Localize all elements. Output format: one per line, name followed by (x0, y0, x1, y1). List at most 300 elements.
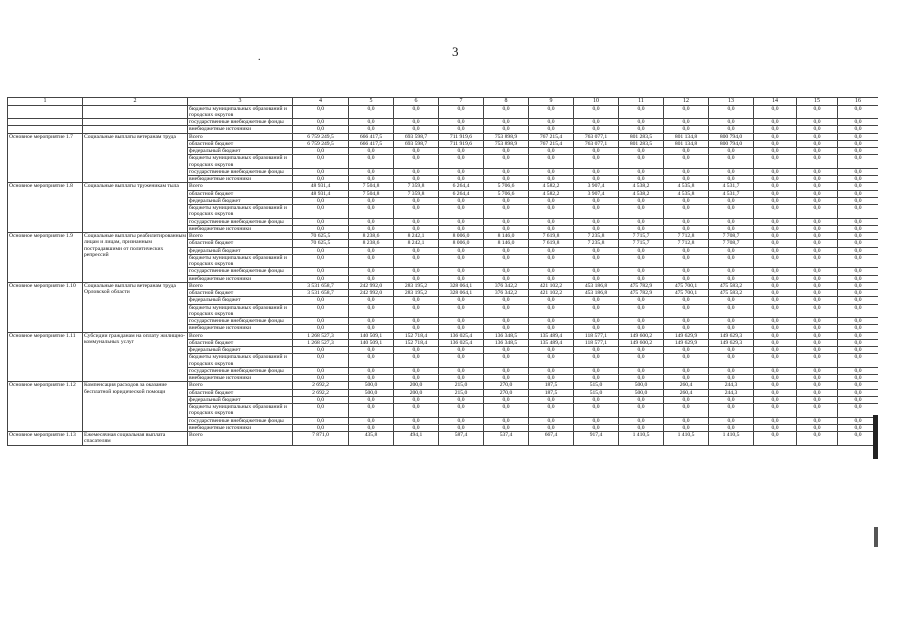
funding-source-cell: федеральный бюджет (188, 396, 293, 403)
value-cell: 3 907,4 (574, 183, 619, 190)
description-cell (83, 119, 188, 126)
event-cell (8, 105, 83, 119)
value-cell: 200,0 (394, 389, 439, 396)
value-cell: 0,0 (439, 396, 484, 403)
value-cell: 0,0 (439, 404, 484, 418)
column-number: 14 (754, 98, 797, 106)
funding-source-cell: бюджеты муниципальных образований и городских округов (188, 254, 293, 268)
value-cell: 0,0 (394, 247, 439, 254)
value-cell: 0,0 (574, 148, 619, 155)
event-name-cell: Основное мероприятие 1.9 (8, 233, 83, 283)
value-cell: 215,0 (439, 389, 484, 396)
value-cell: 421 102,2 (529, 282, 574, 289)
value-cell: 0,0 (754, 275, 797, 282)
value-cell: 0,0 (529, 218, 574, 225)
value-cell: 0,0 (797, 205, 838, 219)
value-cell: 0,0 (293, 105, 349, 119)
value-cell: 0,0 (754, 318, 797, 325)
value-cell: 0,0 (484, 168, 529, 175)
value-cell: 0,0 (838, 126, 879, 133)
value-cell: 0,0 (349, 417, 394, 424)
value-cell: 0,0 (619, 119, 664, 126)
value-cell: 8 006,0 (439, 240, 484, 247)
value-cell: 0,0 (664, 318, 709, 325)
value-cell: 0,0 (349, 404, 394, 418)
value-cell: 0,0 (664, 347, 709, 354)
value-cell: 0,0 (439, 354, 484, 368)
value-cell: 0,0 (838, 396, 879, 403)
value-cell: 0,0 (838, 290, 879, 297)
funding-source-cell: федеральный бюджет (188, 247, 293, 254)
value-cell: 475 782,9 (619, 282, 664, 289)
value-cell: 0,0 (394, 424, 439, 431)
value-cell: 283 195,2 (394, 282, 439, 289)
value-cell: 0,0 (484, 126, 529, 133)
value-cell: 0,0 (754, 396, 797, 403)
value-cell: 693 598,7 (394, 140, 439, 147)
value-cell: 0,0 (619, 105, 664, 119)
value-cell: 0,0 (349, 155, 394, 169)
value-cell: 0,0 (619, 318, 664, 325)
value-cell: 7 871,0 (293, 432, 349, 446)
value-cell: 0,0 (574, 254, 619, 268)
value-cell: 5 706,6 (484, 183, 529, 190)
value-cell: 421 102,2 (529, 290, 574, 297)
value-cell: 200,0 (394, 382, 439, 389)
funding-source-cell: областной бюджет (188, 190, 293, 197)
value-cell: 0,0 (529, 424, 574, 431)
value-cell: 0,0 (574, 325, 619, 332)
value-cell: 0,0 (349, 304, 394, 318)
value-cell: 666 417,5 (349, 140, 394, 147)
value-cell: 0,0 (529, 197, 574, 204)
funding-source-cell: государственные внебюджетные фонды (188, 367, 293, 374)
value-cell: 0,0 (664, 417, 709, 424)
value-cell: 0,0 (754, 282, 797, 289)
value-cell: 0,0 (838, 318, 879, 325)
value-cell: 0,0 (574, 105, 619, 119)
column-number: 5 (349, 98, 394, 106)
value-cell: 6 759 249,5 (293, 133, 349, 140)
value-cell: 7 504,8 (349, 190, 394, 197)
value-cell: 0,0 (529, 168, 574, 175)
value-cell: 0,0 (664, 268, 709, 275)
value-cell: 0,0 (709, 354, 754, 368)
value-cell: 0,0 (293, 268, 349, 275)
value-cell: 0,0 (709, 247, 754, 254)
column-number: 4 (293, 98, 349, 106)
column-number: 1 (8, 98, 83, 106)
value-cell: 0,0 (664, 297, 709, 304)
table-row (8, 382, 879, 389)
value-cell: 0,0 (619, 197, 664, 204)
value-cell: 0,0 (797, 197, 838, 204)
value-cell: 0,0 (484, 417, 529, 424)
value-cell: 0,0 (394, 275, 439, 282)
value-cell: 0,0 (664, 354, 709, 368)
event-cell (8, 126, 83, 133)
value-cell: 0,0 (754, 119, 797, 126)
value-cell: 149 629,9 (664, 332, 709, 339)
value-cell: 7 359,8 (394, 183, 439, 190)
value-cell: 0,0 (394, 205, 439, 219)
table-row (8, 432, 879, 446)
value-cell: 0,0 (349, 424, 394, 431)
value-cell: 0,0 (797, 396, 838, 403)
value-cell: 0,0 (797, 325, 838, 332)
value-cell: 0,0 (439, 105, 484, 119)
value-cell: 0,0 (529, 325, 574, 332)
funding-source-cell: внебюджетные источники (188, 424, 293, 431)
value-cell: 0,0 (293, 119, 349, 126)
value-cell: 1 268 527,3 (293, 332, 349, 339)
column-number: 16 (838, 98, 879, 106)
value-cell: 7 619,8 (529, 233, 574, 240)
value-cell: 500,0 (619, 382, 664, 389)
funding-source-cell: бюджеты муниципальных образований и городских округов (188, 404, 293, 418)
value-cell: 0,0 (838, 367, 879, 374)
value-cell: 435,8 (349, 432, 394, 446)
column-number: 3 (188, 98, 293, 106)
value-cell: 0,0 (574, 168, 619, 175)
page-number: 3 (452, 44, 459, 59)
value-cell: 0,0 (619, 297, 664, 304)
value-cell: 152 718,4 (394, 339, 439, 346)
value-cell: 0,0 (709, 297, 754, 304)
value-cell: 0,0 (394, 168, 439, 175)
value-cell: 0,0 (797, 404, 838, 418)
value-cell: 0,0 (754, 176, 797, 183)
value-cell: 136 025,4 (439, 332, 484, 339)
value-cell: 0,0 (484, 375, 529, 382)
value-cell: 0,0 (394, 148, 439, 155)
value-cell: 0,0 (619, 218, 664, 225)
header-row (8, 98, 879, 106)
value-cell: 8 238,6 (349, 240, 394, 247)
value-cell: 0,0 (439, 126, 484, 133)
value-cell: 0,0 (439, 247, 484, 254)
value-cell: 0,0 (349, 325, 394, 332)
column-number: 12 (664, 98, 709, 106)
value-cell: 0,0 (484, 347, 529, 354)
value-cell: 0,0 (664, 197, 709, 204)
value-cell: 801 134,8 (664, 140, 709, 147)
value-cell: 0,0 (838, 168, 879, 175)
value-cell: 0,0 (484, 268, 529, 275)
value-cell: 0,0 (529, 347, 574, 354)
value-cell: 0,0 (838, 148, 879, 155)
value-cell: 0,0 (349, 354, 394, 368)
value-cell: 0,0 (838, 347, 879, 354)
value-cell: 0,0 (619, 126, 664, 133)
value-cell: 0,0 (484, 275, 529, 282)
value-cell: 0,0 (754, 254, 797, 268)
value-cell: 0,0 (838, 197, 879, 204)
table-row (8, 233, 879, 240)
value-cell: 0,0 (709, 254, 754, 268)
value-cell: 0,0 (838, 275, 879, 282)
event-cell (8, 119, 83, 126)
value-cell: 0,0 (838, 225, 879, 232)
value-cell: 0,0 (619, 424, 664, 431)
value-cell: 0,0 (349, 205, 394, 219)
value-cell: 0,0 (574, 304, 619, 318)
value-cell: 0,0 (838, 304, 879, 318)
value-cell: 0,0 (619, 148, 664, 155)
value-cell: 0,0 (439, 347, 484, 354)
value-cell: 187,5 (529, 389, 574, 396)
value-cell: 0,0 (293, 318, 349, 325)
value-cell: 215,0 (439, 382, 484, 389)
value-cell: 0,0 (394, 254, 439, 268)
value-cell: 0,0 (797, 268, 838, 275)
event-description-cell: Социальные выплаты ветеранам труда (83, 133, 188, 183)
margin-mark (873, 415, 878, 459)
funding-source-cell: областной бюджет (188, 140, 293, 147)
value-cell: 0,0 (394, 105, 439, 119)
column-number: 7 (439, 98, 484, 106)
value-cell: 0,0 (797, 389, 838, 396)
value-cell: 0,0 (484, 148, 529, 155)
value-cell: 135 489,4 (529, 339, 574, 346)
value-cell: 0,0 (797, 297, 838, 304)
value-cell: 4 538,2 (619, 190, 664, 197)
value-cell: 0,0 (797, 304, 838, 318)
value-cell: 475 782,9 (619, 290, 664, 297)
value-cell: 260,4 (664, 389, 709, 396)
value-cell: 0,0 (394, 367, 439, 374)
value-cell: 0,0 (838, 404, 879, 418)
value-cell: 0,0 (574, 126, 619, 133)
value-cell: 149 600,2 (619, 339, 664, 346)
table-row (8, 105, 879, 119)
value-cell: 0,0 (754, 197, 797, 204)
value-cell: 0,0 (838, 183, 879, 190)
value-cell: 763 077,1 (574, 140, 619, 147)
value-cell: 0,0 (619, 247, 664, 254)
value-cell: 260,4 (664, 382, 709, 389)
value-cell: 0,0 (797, 347, 838, 354)
value-cell: 0,0 (529, 105, 574, 119)
value-cell: 0,0 (754, 404, 797, 418)
value-cell: 149 600,2 (619, 332, 664, 339)
value-cell: 0,0 (394, 155, 439, 169)
margin-mark (874, 527, 878, 547)
value-cell: 0,0 (484, 119, 529, 126)
funding-source-cell: бюджеты муниципальных образований и городских округов (188, 105, 293, 119)
value-cell: 0,0 (838, 339, 879, 346)
table-row (8, 133, 879, 140)
value-cell: 0,0 (709, 119, 754, 126)
value-cell: 0,0 (709, 404, 754, 418)
value-cell: 283 195,2 (394, 290, 439, 297)
value-cell: 0,0 (619, 176, 664, 183)
value-cell: 0,0 (754, 290, 797, 297)
value-cell: 0,0 (709, 304, 754, 318)
value-cell: 0,0 (838, 155, 879, 169)
value-cell: 0,0 (754, 105, 797, 119)
value-cell: 0,0 (574, 176, 619, 183)
value-cell: 0,0 (529, 225, 574, 232)
value-cell: 0,0 (709, 225, 754, 232)
value-cell: 0,0 (293, 404, 349, 418)
value-cell: 0,0 (754, 325, 797, 332)
value-cell: 0,0 (754, 268, 797, 275)
value-cell: 711 919,6 (439, 140, 484, 147)
value-cell: 0,0 (619, 375, 664, 382)
value-cell: 0,0 (484, 404, 529, 418)
value-cell: 0,0 (838, 417, 879, 424)
event-name-cell: Основное мероприятие 1.7 (8, 133, 83, 183)
value-cell: 6 264,4 (439, 190, 484, 197)
funding-source-cell: государственные внебюджетные фонды (188, 119, 293, 126)
value-cell: 753 898,9 (484, 133, 529, 140)
value-cell: 0,0 (664, 375, 709, 382)
value-cell: 801 283,5 (619, 140, 664, 147)
value-cell: 0,0 (754, 297, 797, 304)
value-cell: 0,0 (709, 148, 754, 155)
value-cell: 0,0 (394, 225, 439, 232)
value-cell: 0,0 (838, 254, 879, 268)
value-cell: 0,0 (349, 396, 394, 403)
value-cell: 763 077,1 (574, 133, 619, 140)
value-cell: 0,0 (574, 155, 619, 169)
value-cell: 0,0 (838, 382, 879, 389)
funding-source-cell: внебюджетные источники (188, 375, 293, 382)
value-cell: 0,0 (349, 168, 394, 175)
value-cell: 0,0 (838, 247, 879, 254)
funding-source-cell: Всего (188, 282, 293, 289)
value-cell: 0,0 (754, 247, 797, 254)
value-cell: 0,0 (709, 424, 754, 431)
budget-table-body (8, 98, 879, 446)
value-cell: 0,0 (619, 205, 664, 219)
value-cell: 8 146,0 (484, 240, 529, 247)
value-cell: 7 235,8 (574, 233, 619, 240)
value-cell: 800 794,0 (709, 133, 754, 140)
value-cell: 0,0 (574, 268, 619, 275)
event-description-cell: Ежемесячная социальная выплата спасателям (83, 432, 188, 446)
value-cell: 0,0 (293, 176, 349, 183)
value-cell: 0,0 (529, 268, 574, 275)
value-cell: 0,0 (293, 225, 349, 232)
value-cell: 0,0 (349, 218, 394, 225)
value-cell: 0,0 (439, 205, 484, 219)
value-cell: 70 625,5 (293, 240, 349, 247)
value-cell: 0,0 (484, 424, 529, 431)
value-cell: 0,0 (797, 168, 838, 175)
value-cell: 0,0 (754, 190, 797, 197)
value-cell: 0,0 (394, 297, 439, 304)
value-cell: 0,0 (619, 168, 664, 175)
value-cell: 0,0 (293, 424, 349, 431)
value-cell: 0,0 (439, 417, 484, 424)
value-cell: 0,0 (754, 304, 797, 318)
value-cell: 0,0 (754, 233, 797, 240)
value-cell: 0,0 (574, 275, 619, 282)
value-cell: 475 700,1 (664, 290, 709, 297)
value-cell: 0,0 (619, 268, 664, 275)
value-cell: 0,0 (349, 375, 394, 382)
value-cell: 4 582,2 (529, 183, 574, 190)
value-cell: 0,0 (838, 233, 879, 240)
value-cell: 0,0 (394, 268, 439, 275)
event-name-cell: Основное мероприятие 1.10 (8, 282, 83, 332)
value-cell: 0,0 (797, 375, 838, 382)
value-cell: 0,0 (797, 225, 838, 232)
value-cell: 0,0 (838, 432, 879, 446)
value-cell: 0,0 (293, 297, 349, 304)
value-cell: 8 242,1 (394, 240, 439, 247)
value-cell: 494,1 (394, 432, 439, 446)
value-cell: 0,0 (484, 105, 529, 119)
value-cell: 0,0 (754, 140, 797, 147)
value-cell: 0,0 (439, 304, 484, 318)
value-cell: 0,0 (838, 375, 879, 382)
value-cell: 0,0 (394, 347, 439, 354)
table-row (8, 119, 879, 126)
value-cell: 242 992,0 (349, 282, 394, 289)
value-cell: 0,0 (838, 205, 879, 219)
value-cell: 0,0 (664, 148, 709, 155)
value-cell: 0,0 (439, 375, 484, 382)
value-cell: 0,0 (439, 218, 484, 225)
value-cell: 0,0 (394, 126, 439, 133)
value-cell: 0,0 (838, 268, 879, 275)
value-cell: 0,0 (838, 332, 879, 339)
value-cell: 0,0 (754, 347, 797, 354)
value-cell: 0,0 (709, 176, 754, 183)
description-cell (83, 126, 188, 133)
value-cell: 0,0 (754, 126, 797, 133)
value-cell: 7 712,8 (664, 233, 709, 240)
value-cell: 7 619,8 (529, 240, 574, 247)
value-cell: 0,0 (754, 417, 797, 424)
funding-source-cell: внебюджетные источники (188, 176, 293, 183)
value-cell: 0,0 (619, 155, 664, 169)
value-cell: 0,0 (293, 347, 349, 354)
value-cell: 0,0 (574, 375, 619, 382)
value-cell: 0,0 (574, 417, 619, 424)
value-cell: 8 242,1 (394, 233, 439, 240)
value-cell: 0,0 (574, 404, 619, 418)
funding-source-cell: областной бюджет (188, 389, 293, 396)
value-cell: 0,0 (394, 404, 439, 418)
value-cell: 0,0 (439, 155, 484, 169)
funding-source-cell: Всего (188, 233, 293, 240)
value-cell: 0,0 (484, 396, 529, 403)
value-cell: 1 410,5 (709, 432, 754, 446)
value-cell: 0,0 (797, 176, 838, 183)
value-cell: 0,0 (797, 155, 838, 169)
value-cell: 0,0 (484, 304, 529, 318)
value-cell: 0,0 (838, 297, 879, 304)
value-cell: 7 712,8 (664, 240, 709, 247)
value-cell: 767 215,4 (529, 140, 574, 147)
value-cell: 475 583,2 (709, 290, 754, 297)
event-description-cell: Компенсация расходов за оказание бесплатной юридической помощи (83, 382, 188, 432)
value-cell: 48 931,4 (293, 183, 349, 190)
value-cell: 0,0 (484, 225, 529, 232)
value-cell: 0,0 (394, 304, 439, 318)
value-cell: 0,0 (439, 318, 484, 325)
value-cell: 0,0 (574, 318, 619, 325)
value-cell: 0,0 (529, 275, 574, 282)
value-cell: 4 535,8 (664, 190, 709, 197)
value-cell: 0,0 (293, 417, 349, 424)
value-cell: 0,0 (293, 375, 349, 382)
event-name-cell: Основное мероприятие 1.13 (8, 432, 83, 446)
